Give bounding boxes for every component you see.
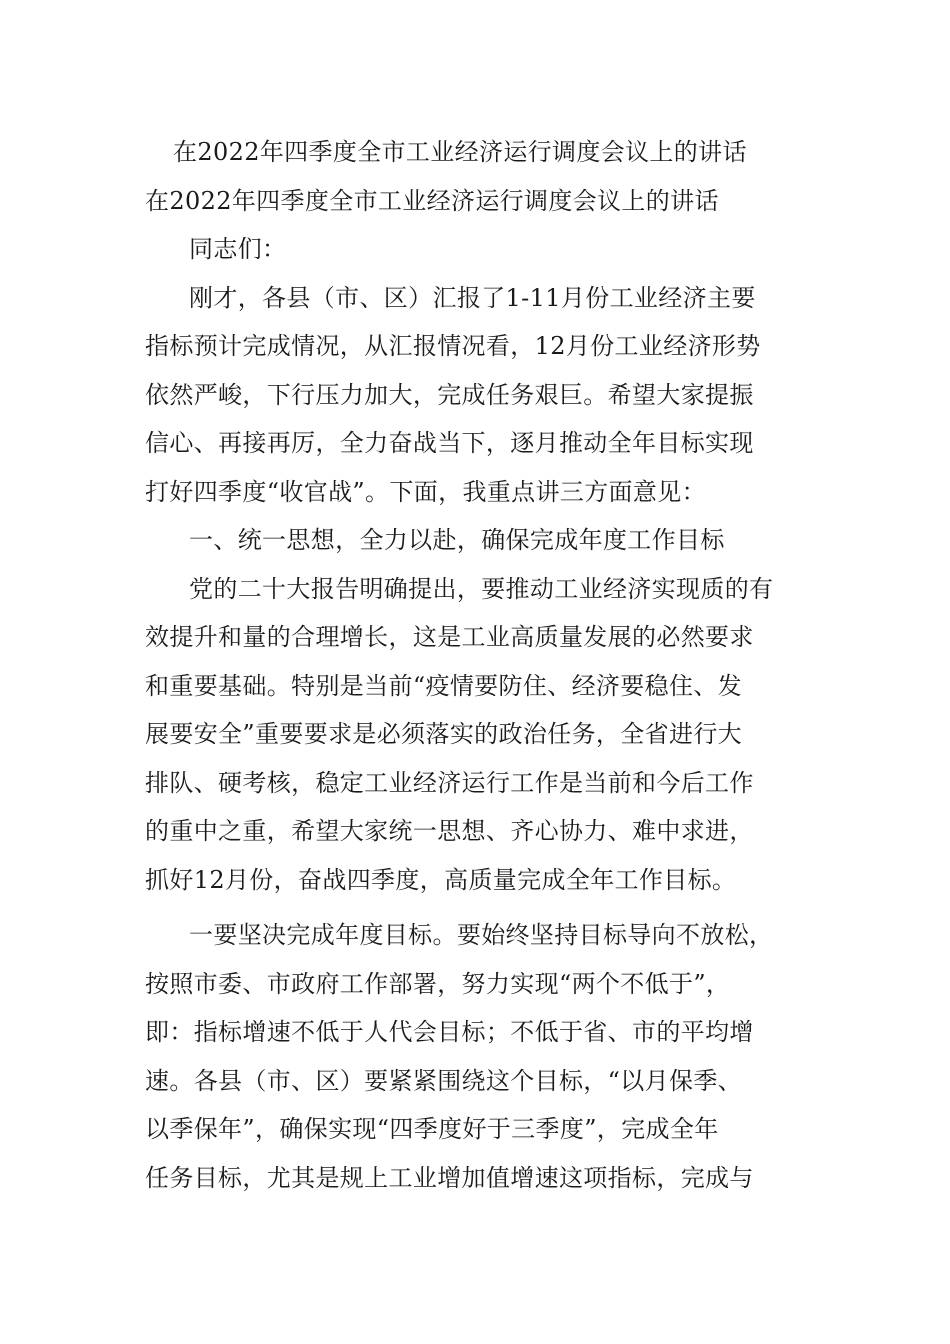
document-title-repeat: 在2022年四季度全市工业经济运行调度会议上的讲话 xyxy=(145,186,719,215)
paragraph-line: 任务目标，尤其是规上工业增加值增速这项指标，完成与 xyxy=(145,1163,754,1192)
paragraph-line: 一要坚决完成年度目标。要始终坚持目标导向不放松， xyxy=(189,921,774,949)
paragraph-line: 按照市委、市政府工作部署，努力实现“两个不低于”， xyxy=(145,969,731,998)
paragraph-line: 和重要基础。特别是当前“疫情要防住、经济要稳住、发 xyxy=(145,671,743,700)
section-heading: 一、统一思想，全力以赴，确保完成年度工作目标 xyxy=(189,526,725,554)
salutation: 同志们： xyxy=(189,235,287,263)
paragraph-line: 党的二十大报告明确提出，要推动工业经济实现质的有 xyxy=(189,574,774,603)
paragraph-line: 刚才，各县（市、区）汇报了1-11月份工业经济主要 xyxy=(189,283,756,312)
paragraph-line: 排队、硬考核，稳定工业经济运行工作是当前和今后工作 xyxy=(145,768,754,797)
paragraph-line: 速。各县（市、区）要紧紧围绕这个目标，“以月保季、 xyxy=(145,1066,743,1095)
paragraph-line: 即：指标增速不低于人代会目标；不低于省、市的平均增 xyxy=(145,1018,754,1046)
paragraph-line: 抓好12月份，奋战四季度，高质量完成全年工作目标。 xyxy=(145,865,737,894)
paragraph-line: 指标预计完成情况，从汇报情况看，12月份工业经济形势 xyxy=(145,332,761,360)
paragraph-line: 效提升和量的合理增长，这是工业高质量发展的必然要求 xyxy=(145,623,754,651)
paragraph-line: 以季保年”，确保实现“四季度好于三季度”，完成全年 xyxy=(145,1115,719,1143)
paragraph-gap xyxy=(145,904,809,911)
document-body xyxy=(145,128,809,1202)
paragraph-line: 的重中之重，希望大家统一思想、齐心协力、难中求进， xyxy=(145,817,754,845)
paragraph-line: 打好四季度“收官战”。下面，我重点讲三方面意见： xyxy=(145,477,706,506)
document-title: 在2022年四季度全市工业经济运行调度会议上的讲话 xyxy=(173,138,747,166)
paragraph-line: 信心、再接再厉，全力奋战当下，逐月推动全年目标实现 xyxy=(145,429,754,457)
paragraph-line: 展要安全”重要要求是必须落实的政治任务，全省进行大 xyxy=(145,720,743,748)
paragraph-line: 依然严峻，下行压力加大，完成任务艰巨。希望大家提振 xyxy=(145,380,754,409)
